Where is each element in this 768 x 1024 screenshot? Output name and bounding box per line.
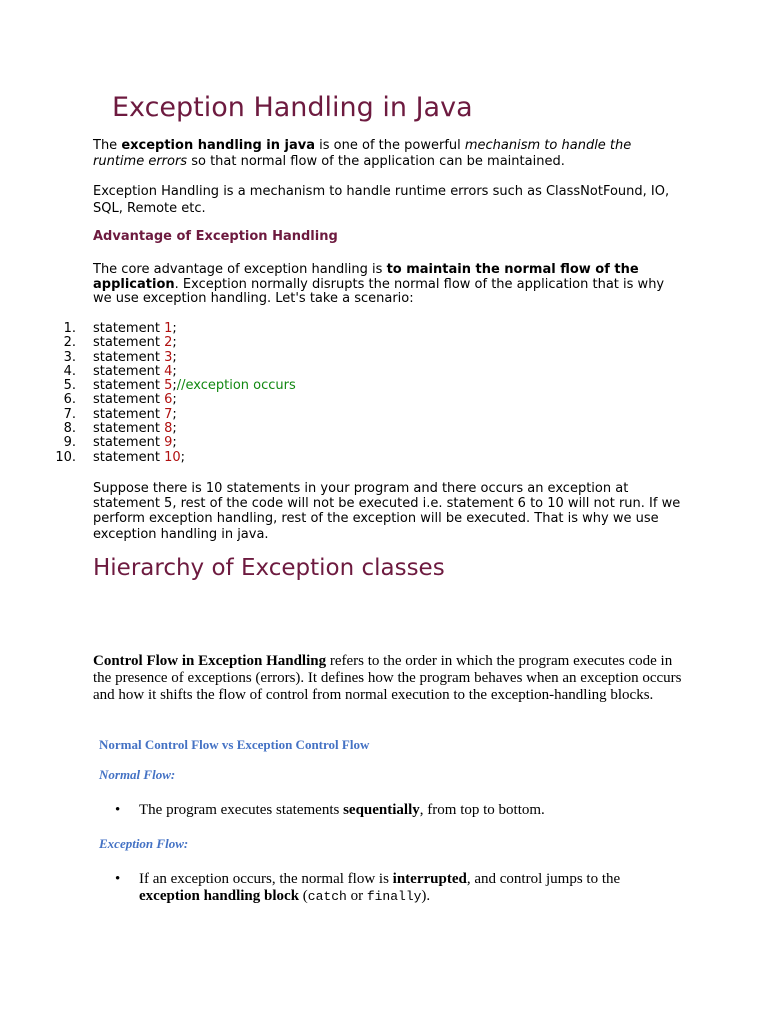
bullet-text: If an exception occurs, the normal flow is — [139, 871, 393, 887]
list-number: 2. — [63, 335, 76, 351]
semicolon: ; — [172, 421, 177, 437]
semicolon: ; — [172, 378, 177, 394]
statement-number: 9 — [164, 435, 173, 451]
statement-word: statement — [93, 335, 165, 351]
intro-text: is one of the powerful — [315, 138, 465, 153]
bullet-bold: sequentially — [343, 802, 420, 818]
list-item — [63, 321, 296, 336]
statement-word: statement — [93, 392, 165, 408]
list-item — [55, 449, 296, 465]
list-number: 3. — [63, 349, 76, 365]
intro-text: The — [93, 138, 122, 153]
statement-number: 5 — [164, 378, 173, 394]
control-flow-paragraph — [93, 653, 683, 704]
control-flow-text: refers to the order in which the program executes code in the presence of exceptions (errors). It defines how the program behaves when an exception occurs and how it shifts the flow of control from normal execution to the exception-handling blocks. — [93, 653, 682, 703]
list-item — [63, 363, 296, 379]
intro-bold: exception handling in java — [121, 138, 316, 153]
list-number: 6. — [63, 392, 76, 408]
statement-word: statement — [93, 378, 165, 394]
bullet-bold: interrupted — [392, 871, 467, 887]
comparison-heading: Normal Control Flow vs Exception Control Flow — [99, 737, 370, 752]
code-comment: //exception occurs — [176, 378, 296, 394]
advantage-bold: to maintain the normal flow of the application — [93, 262, 639, 292]
statement-number: 3 — [164, 349, 173, 365]
semicolon: ; — [180, 449, 185, 465]
semicolon: ; — [172, 406, 177, 422]
statement-number: 4 — [164, 363, 173, 379]
hierarchy-heading: Hierarchy of Exception classes — [93, 555, 445, 581]
advantage-heading: Advantage of Exception Handling — [93, 229, 338, 244]
list-item — [63, 421, 296, 437]
list-item — [63, 435, 296, 451]
advantage-text: . Exception normally disrupts the normal flow of the application that is why we use exception handling. Let's take a scenario: — [93, 276, 665, 306]
intro-paragraph — [93, 138, 683, 170]
exception-flow-bullet — [115, 871, 679, 905]
list-item — [63, 392, 296, 408]
bullet-bold: exception handling block — [139, 888, 300, 904]
statement-word: statement — [93, 406, 165, 422]
bullet-text: The program executes statements — [139, 802, 344, 818]
statement-word: statement — [93, 349, 165, 365]
list-number: 8. — [63, 421, 76, 437]
list-number: 10. — [55, 449, 76, 465]
bullet-icon: • — [115, 871, 121, 887]
statement-word: statement — [93, 363, 165, 379]
list-item — [63, 406, 296, 422]
statement-word: statement — [93, 421, 165, 437]
list-number: 9. — [63, 435, 76, 451]
code-finally: finally — [366, 889, 422, 904]
intro-italic: mechanism to handle the runtime errors — [93, 138, 632, 169]
advantage-text: The core advantage of exception handling is — [93, 262, 387, 277]
normal-flow-label: Normal Flow: — [99, 767, 176, 782]
normal-flow-bullet — [115, 802, 699, 819]
semicolon: ; — [172, 335, 177, 351]
bullet-text: , from top to bottom. — [419, 802, 545, 818]
statement-number: 6 — [164, 392, 173, 408]
suppose-paragraph: Suppose there is 10 statements in your program and there occurs an exception at statement 5, rest of the code will not be executed i.e. statement 6 to 10 will not run. If we perform exception handling, rest of the exception will be executed. That is why we use exception handling in java. — [93, 481, 681, 542]
advantage-paragraph — [93, 263, 683, 307]
control-flow-bold: Control Flow in Exception Handling — [93, 653, 327, 669]
list-number: 5. — [63, 378, 76, 394]
bullet-text: ( — [299, 888, 308, 904]
semicolon: ; — [172, 321, 177, 336]
bullet-icon: • — [115, 802, 121, 818]
statement-word: statement — [93, 449, 165, 465]
list-number: 4. — [63, 363, 76, 379]
exception-flow-label: Exception Flow: — [99, 836, 189, 851]
list-item — [63, 378, 296, 394]
semicolon: ; — [172, 349, 177, 365]
intro-text: so that normal flow of the application can be maintained. — [187, 154, 565, 169]
statement-number: 10 — [164, 449, 181, 465]
statement-number: 7 — [164, 406, 173, 422]
semicolon: ; — [172, 363, 177, 379]
statement-word: statement — [93, 321, 165, 336]
intro2-paragraph: Exception Handling is a mechanism to handle runtime errors such as ClassNotFound, IO, SQL, Remote etc. — [93, 184, 670, 216]
list-item — [63, 335, 296, 351]
statement-number: 2 — [164, 335, 173, 351]
list-number: 7. — [63, 406, 76, 422]
code-catch: catch — [307, 889, 347, 904]
statement-list — [40, 322, 296, 465]
page-title: Exception Handling in Java — [112, 92, 473, 123]
bullet-text: ). — [421, 888, 431, 904]
bullet-text: , and control jumps to the — [466, 871, 621, 887]
statement-number: 8 — [164, 421, 173, 437]
list-number: 1. — [63, 321, 76, 336]
statement-number: 1 — [164, 321, 173, 336]
list-item — [63, 349, 296, 365]
bullet-text: or — [346, 888, 367, 904]
semicolon: ; — [172, 392, 177, 408]
semicolon: ; — [172, 435, 177, 451]
statement-word: statement — [93, 435, 165, 451]
